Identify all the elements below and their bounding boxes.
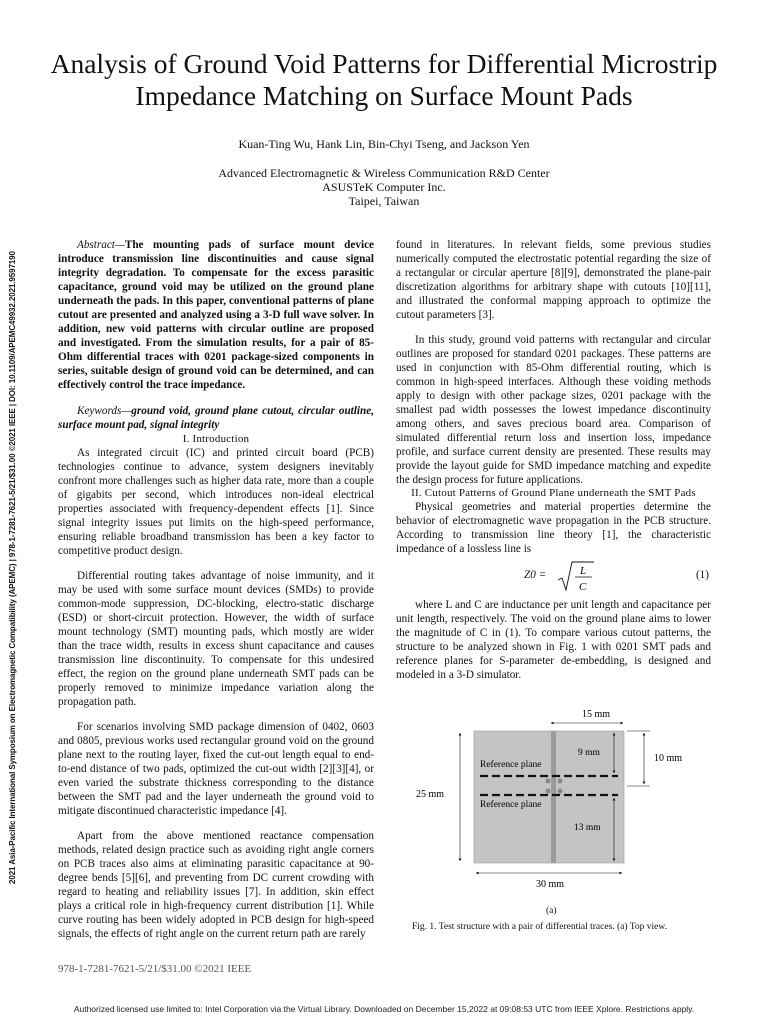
right-column — [396, 238, 711, 682]
abstract — [58, 238, 374, 392]
intro-paragraph-1: As integrated circuit (IC) and printed circuit board (PCB) technologies continue to advance, system designers inevitably confront more challenges such as higher data rate, more than a couple of gigabits per second, which introduces non-ideal electrical properties associated with frequency-dependent effects [1]. Since signal integrity issues put limits on the high-speed performance, ensuring reliable broadband transmission has been a key factor to competitive product design. — [58, 447, 374, 557]
right-paragraph-2: In this study, ground void patterns with rectangular and circular outlines are proposed for standard 0201 packages. These patterns are used in conjunction with 85-Ohm differential routing, which is common in high-speed interfaces. Although these voiding methods apply to design with other package sizes, 0201 package with the smallest pad width possesses the lowest impedance discontinuity among others, and saves precious board area. Comparison of simulated differential return loss and insertion loss, impedance profile, and surface current density are presented. These results may provide the layout guide for SMD impedance matching and expedite the design process for future applications. — [396, 334, 711, 486]
section-heading-1: I. Introduction — [182, 433, 250, 445]
dim-25mm-label: 25 mm — [416, 789, 445, 800]
intro-paragraph-3: For scenarios involving SMD package dimension of 0402, 0603 and 0805, previous works used rectangular ground void on the ground plane next to the routing layer, fixed the cut-out length equal to end-to-end distance of two pads, optimized the cut-out width [2][3][4], or even varied the substrate thickness corresponding to the distance between the SMT pad and the layer underneath the ground void to mitigate discontinued characteristic impedance [4]. — [58, 721, 374, 817]
keywords-body: ground void, ground plane cutout, circular outline, surface mount pad, signal integrity — [58, 405, 374, 431]
smt-pad — [546, 779, 551, 784]
license-notice: Authorized licensed use limited to: Intel Corporation via the Virtual Library. Downloaded on December 15,2022 at 09:08:53 UTC from IEEE Xplore. Restrictions apply. — [73, 1004, 695, 1014]
equation-numerator: L — [580, 565, 587, 577]
smt-pad — [558, 779, 563, 784]
right-paragraph-1: found in literatures. In relevant fields, some previous studies numerically computed the electrostatic potential regarding the size of a rectangular or circular aperture [8][9], demonstrated the plane-pair discretization algorithms for arbitrary shape with cutouts [10][11], and illustrated the conformal mapping approach to optimize the cutout parameters [3]. — [396, 239, 711, 321]
differential-trace — [551, 731, 556, 863]
equation-lhs: Z0 = — [524, 569, 547, 581]
smt-pad — [546, 789, 551, 794]
affiliation-line-2: ASUSTeK Computer Inc. — [322, 180, 446, 194]
intro-paragraph-2: Differential routing takes advantage of noise immunity, and it may be used with some surface mount devices (SMDs) to provide common-mode suppression, DC-blocking, electro-static discharge (ESD) or short-circuit protection. However, the width of surface mount technology (SMT) mounting pads, which mostly are wider than the trace width, results in excess shunt capacitance and causes transmission line discontinuity. To compensate for this undesired effect, the region on the ground plane underneath SMT pads can be properly removed to minimize impedance variation along the propagation path. — [58, 570, 374, 708]
equation-denominator: C — [579, 581, 587, 593]
dim-30mm-label: 30 mm — [536, 879, 565, 890]
pcb-board — [474, 731, 624, 863]
equation-number: (1) — [695, 569, 709, 581]
dim-10mm-label: 10 mm — [654, 753, 683, 764]
doi-sidebar: 2021 Asia-Pacific International Symposium on Electromagnetic Compatibility (APEMC) | 978-1-7281-7621-5/21/$31.00 ©2021 IEEE | DOI: 10.1109/APEMC49932.2021.9597190 — [8, 251, 17, 884]
section-heading-2: II. Cutout Patterns of Ground Plane underneath the SMT Pads — [411, 487, 696, 499]
reference-plane-label-top: Reference plane — [480, 760, 542, 770]
authors: Kuan-Ting Wu, Hank Lin, Bin-Chyi Tseng, and Jackson Yen — [238, 137, 530, 151]
equation-1 — [396, 560, 711, 594]
abstract-body: The mounting pads of surface mount device introduce transmission line discontinuities and cause signal integrity degradation. To compensate for the excess parasitic capacitance, ground void may be utilized on the ground plane underneath the pads. In this paper, conventional patterns of plane cutout are presented and analyzed using a 3-D full wave solver. In addition, new void patterns with circular outline are proposed and investigated. From the simulation results, for a pair of 85-Ohm differential traces with 0201 package-sized components in series, suitable design of ground void can be determined, and can effectively control the trace impedance. — [58, 239, 374, 391]
sqrt-fraction — [556, 560, 596, 594]
affiliation-line-3: Taipei, Taiwan — [348, 194, 420, 208]
abstract-lead: Abstract— — [77, 239, 125, 251]
smt-pad — [558, 789, 563, 794]
sec2-paragraph-2: where L and C are inductance per unit length and capacitance per unit length, respectively. The void on the ground plane aims to lower the magnitude of C in (1). To compare various cutout patterns, the structure to be analyzed shown in Fig. 1 with 0201 SMT pads and reference planes for S-parameter de-embedding, is designed and modeled in a 3-D simulator. — [396, 599, 711, 681]
affiliation-line-1: Advanced Electromagnetic & Wireless Communication R&D Center — [218, 166, 550, 180]
keywords-lead: Keywords— — [77, 405, 132, 417]
paper-title: Analysis of Ground Void Patterns for Differential Microstrip Impedance Matching on Surface Mount Pads — [50, 48, 718, 111]
left-column — [58, 238, 374, 941]
reference-plane-label-bottom: Reference plane — [480, 800, 542, 810]
dim-13mm-label: 13 mm — [574, 823, 601, 833]
sec2-paragraph-1: Physical geometries and material properties determine the behavior of electromagnetic wave propagation in the PCB structure. According to transmission line theory [1], the characteristic impedance of a lossless line is — [396, 501, 711, 555]
dim-9mm-label: 9 mm — [578, 748, 600, 758]
figure-caption: Fig. 1. Test structure with a pair of differential traces. (a) Top view. — [412, 922, 668, 932]
dim-15mm-label: 15 mm — [582, 709, 611, 720]
footer-isbn: 978-1-7281-7621-5/21/$31.00 ©2021 IEEE — [58, 963, 252, 975]
figure-sublabel: (a) — [546, 906, 557, 916]
intro-paragraph-4: Apart from the above mentioned reactance compensation methods, related design practice such as avoiding right angle corners on PCB traces also aims at eliminating parasitic capacitance at 90-degree bends [5][6], and preventing from DC current crowding with regard to heating and reliability issues [7]. In addition, skin effect plays a critical role in high-frequency current distribution [1]. While curve routing has been widely adopted in PCB design for high-speed signals, the effects of right angle on the current return path are rarely — [58, 830, 374, 940]
keywords — [58, 404, 374, 432]
sqrt-sign — [558, 562, 594, 590]
